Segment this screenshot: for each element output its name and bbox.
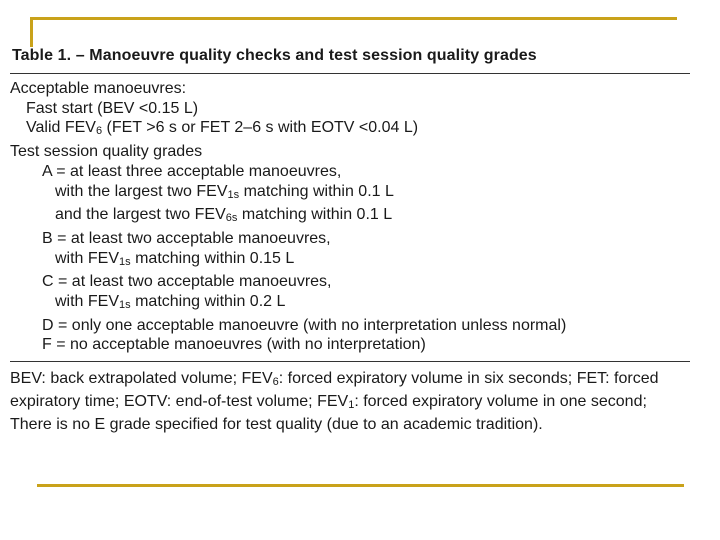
footnote-text: BEV: back extrapolated volume; FEV — [10, 370, 273, 388]
subscript: 1 — [348, 399, 355, 412]
grade-f-line: F = no acceptable manoeuvres (with no interpretation) — [42, 336, 426, 354]
footnote-text: : forced expiratory volume in one second; There is no E grade specified for test quality (due to an academic tradition). — [10, 393, 647, 434]
grade-c-line: C = at least two acceptable manoeuvres, — [42, 273, 332, 291]
grade-d-line: D = only one acceptable manoeuvre (with no interpretation unless normal) — [42, 316, 567, 334]
grade-text: matching within 0.15 L — [130, 249, 295, 267]
grade-a-detail-1 — [10, 182, 690, 206]
grade-b-detail — [10, 249, 690, 273]
table-body — [10, 79, 690, 355]
grade-text: matching within 0.1 L — [237, 206, 393, 224]
grade-text: matching within 0.2 L — [130, 293, 286, 311]
subscript: 6 — [272, 376, 279, 389]
subscript: 1s — [227, 188, 240, 201]
criterion-text: (FET >6 s or FET 2–6 s with EOTV <0.04 L) — [102, 119, 419, 137]
subscript: 6s — [225, 212, 238, 225]
subscript: 6 — [95, 125, 103, 138]
grade-a-line: A = at least three acceptable manoeuvres, — [42, 162, 342, 180]
grade-text: with the largest two FEV — [55, 182, 228, 200]
gold-frame-left-line — [30, 17, 33, 47]
section-heading-acceptable: Acceptable manoeuvres: — [10, 80, 187, 97]
subscript: 1s — [119, 255, 131, 268]
grade-text: with FEV — [55, 249, 120, 267]
footnote-text: : forced expiratory volume in six seconds; FET: forced expiratory time; EOTV: end-of-test volume; FEV — [10, 370, 659, 411]
grade-b-line: B = at least two acceptable manoeuvres, — [42, 229, 331, 247]
gold-frame-top-line — [30, 17, 677, 20]
grade-text: with FEV — [55, 293, 120, 311]
footnote-rule — [10, 361, 690, 362]
criterion-valid-fev6 — [10, 118, 690, 142]
grade-c-detail — [10, 292, 690, 316]
grade-text: matching within 0.1 L — [239, 182, 394, 200]
table-title: Table 1. – Manoeuvre quality checks and test session quality grades — [12, 47, 537, 64]
gold-frame-bottom-line — [37, 484, 684, 487]
section-heading-grades: Test session quality grades — [10, 143, 203, 161]
grade-a-detail-2 — [10, 205, 690, 229]
table-container — [10, 45, 690, 435]
table-footnote — [10, 369, 680, 435]
title-rule — [10, 73, 690, 74]
subscript: 1s — [119, 299, 131, 312]
criterion-fast-start: Fast start (BEV <0.15 L) — [26, 99, 199, 117]
grade-text: and the largest two FEV — [55, 206, 226, 224]
criterion-text: Valid FEV — [26, 119, 96, 137]
